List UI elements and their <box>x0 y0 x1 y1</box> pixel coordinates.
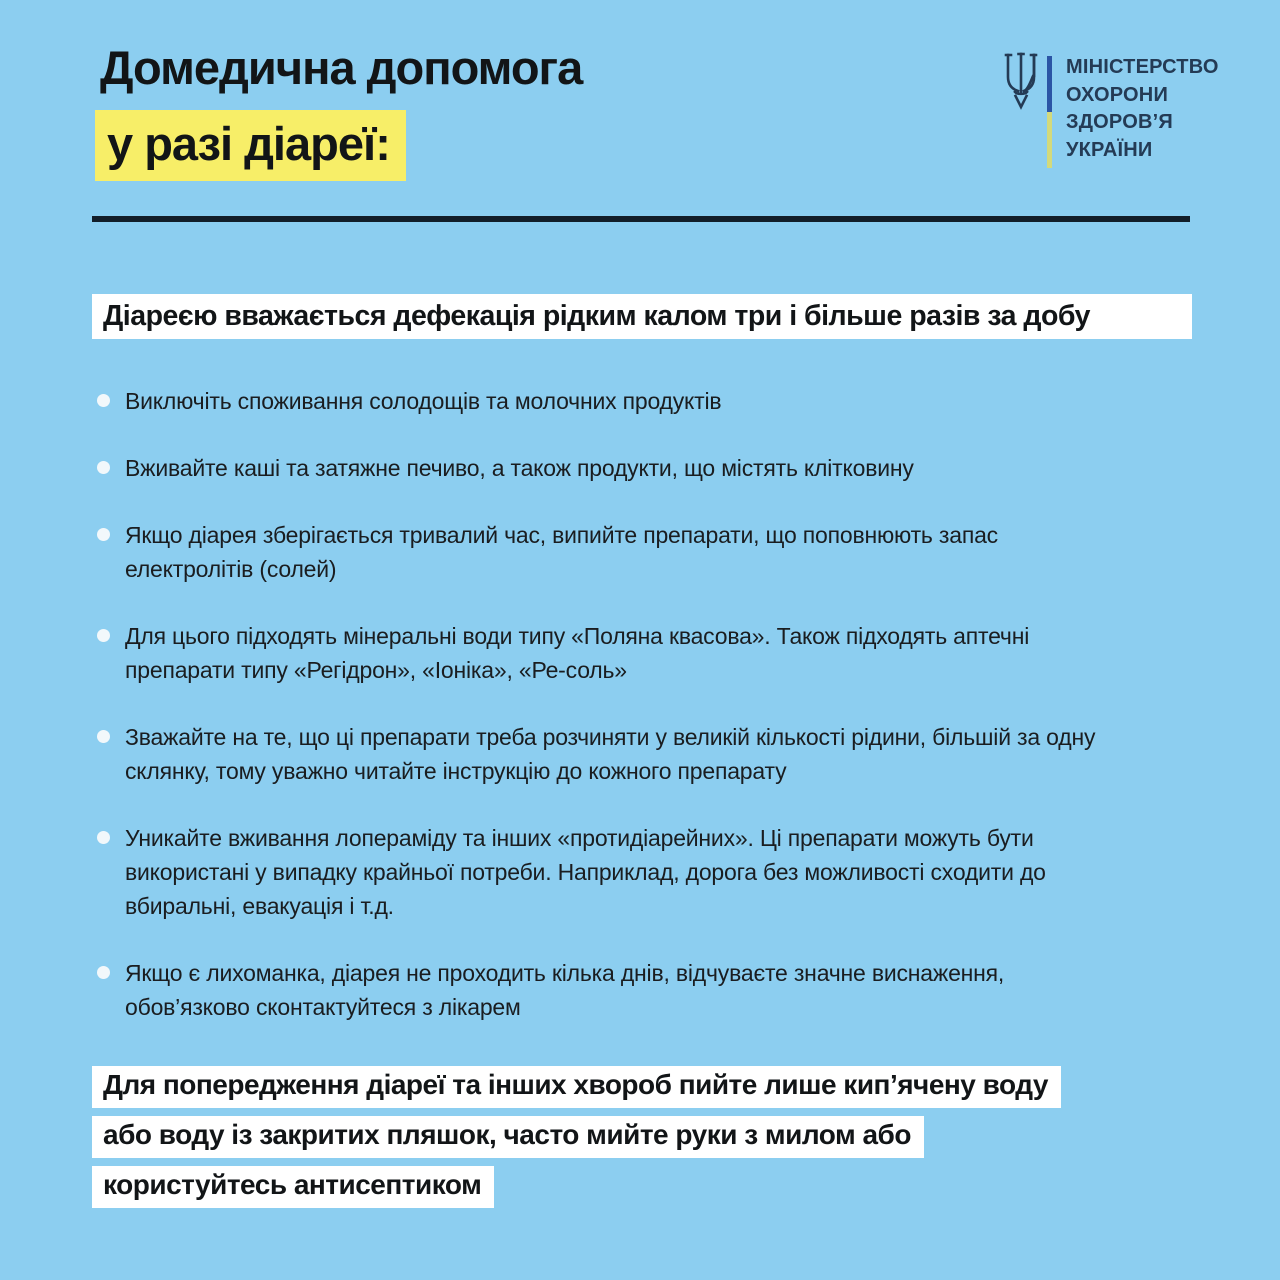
bullet-dot-icon <box>97 831 110 844</box>
prevention-advice-text: користуйтесь антисептиком <box>92 1166 494 1208</box>
list-item-text: Зважайте на те, що ці препарати треба розчиняти у великій кількості рідини, більшій за одну склянку, тому уважно читайте інструкцію до кожного препарату <box>125 724 1096 784</box>
prevention-advice-text: або воду із закритих пляшок, часто мийте руки з милом або <box>92 1116 924 1158</box>
list-item-text: Для цього підходять мінеральні води типу «Поляна квасова». Також підходять аптечні препарати типу «Регідрон», «Іоніка», «Ре-соль» <box>125 623 1030 683</box>
ministry-name-line: ЗДОРОВ’Я <box>1066 111 1173 133</box>
bullet-dot-icon <box>97 461 110 474</box>
ukraine-trident-icon <box>1002 52 1040 110</box>
bullet-dot-icon <box>97 629 110 642</box>
list-item <box>92 518 1132 586</box>
prevention-advice <box>92 1066 1222 1216</box>
list-item <box>92 384 1132 418</box>
ministry-name-line: ОХОРОНИ <box>1066 83 1169 106</box>
list-item-text: Уникайте вживання лопераміду та інших «протидіарейних». Ці препарати можуть бути використані у випадку крайньої потреби. Наприклад, дорога без можливості сходити до вбиральні, евакуація і т.д. <box>125 825 1046 919</box>
prevention-advice-line <box>92 1066 1222 1108</box>
list-item-text: Вживайте каші та затяжне печиво, а також продукти, що містять клітковину <box>125 455 914 481</box>
divider-rule <box>92 216 1190 222</box>
list-item-text: Якщо діарея зберігається тривалий час, випийте препарати, що поповнюють запас електролітів (солей) <box>125 522 998 582</box>
ministry-name <box>1066 54 1219 164</box>
bullet-dot-icon <box>97 966 110 979</box>
bullet-dot-icon <box>97 730 110 743</box>
ministry-name-line: МІНІСТЕРСТВО <box>1066 56 1219 78</box>
recommendations-list <box>92 384 1132 1057</box>
page-title: Домедична допомога <box>100 41 583 94</box>
list-item-text: Якщо є лихоманка, діарея не проходить кілька днів, відчуваєте значне виснаження, обов’язково сконтактуйтеся з лікарем <box>125 960 1005 1020</box>
list-item <box>92 720 1132 788</box>
prevention-advice-line <box>92 1116 1222 1158</box>
list-item <box>92 451 1132 485</box>
page-title-highlighted: у разі діареї: <box>95 110 406 181</box>
ministry-name-line: УКРАЇНИ <box>1066 138 1153 161</box>
list-item <box>92 821 1132 923</box>
bullet-dot-icon <box>97 394 110 407</box>
bullet-dot-icon <box>97 528 110 541</box>
definition-text: Діареєю вважається дефекація рідким калом три і більше разів за добу <box>103 300 1090 332</box>
prevention-advice-text: Для попередження діареї та інших хвороб пийте лише кип’ячену воду <box>92 1066 1061 1108</box>
list-item-text: Виключіть споживання солодощів та молочних продуктів <box>125 388 722 414</box>
list-item <box>92 619 1132 687</box>
definition-highlight <box>92 294 1192 339</box>
prevention-advice-line <box>92 1166 1222 1208</box>
list-item <box>92 956 1132 1024</box>
flag-bar <box>1047 56 1052 168</box>
